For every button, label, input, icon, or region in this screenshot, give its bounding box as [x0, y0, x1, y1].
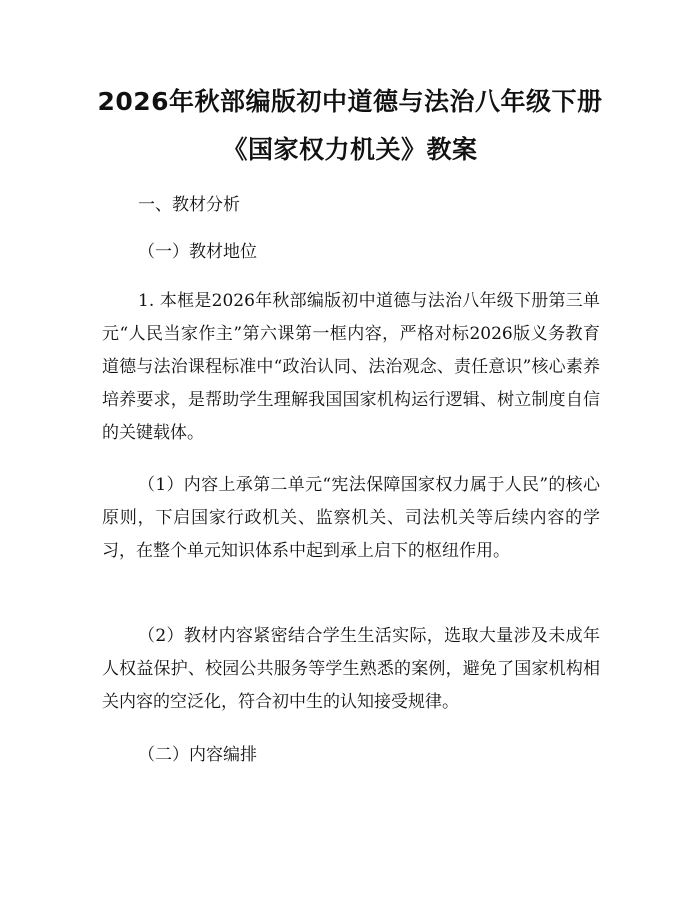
paragraph-2: （1）内容上承第二单元“宪法保障国家权力属于人民”的核心原则，下启国家行政机关、监察机关、司法机关等后续内容的学习，在整个单元知识体系中起到承上启下的枢纽作用。 [102, 475, 600, 561]
section-heading-textbook-analysis: 一、教材分析 [138, 195, 240, 215]
subsection-heading-content-arrangement: （二）内容编排 [138, 745, 257, 765]
paragraph-3: （2）教材内容紧密结合学生生活实际，选取大量涉及未成年人权益保护、校园公共服务等学生熟悉的案例，避免了国家机构相关内容的空泛化，符合初中生的认知接受规律。 [102, 626, 600, 712]
document-title-line2: 《国家权力机关》教案 [222, 135, 478, 164]
paragraph-1: 1. 本框是2026年秋部编版初中道德与法治八年级下册第三单元“人民当家作主”第六课第一框内容，严格对标2026版义务教育道德与法治课程标准中“政治认同、法治观念、责任意识”核心素养培养要求，是帮助学生理解我国国家机构运行逻辑、树立制度自信的关键载体。 [102, 291, 600, 443]
subsection-heading-textbook-position: （一）教材地位 [138, 242, 257, 262]
document-title-line1: 2026年秋部编版初中道德与法治八年级下册 [97, 87, 603, 116]
